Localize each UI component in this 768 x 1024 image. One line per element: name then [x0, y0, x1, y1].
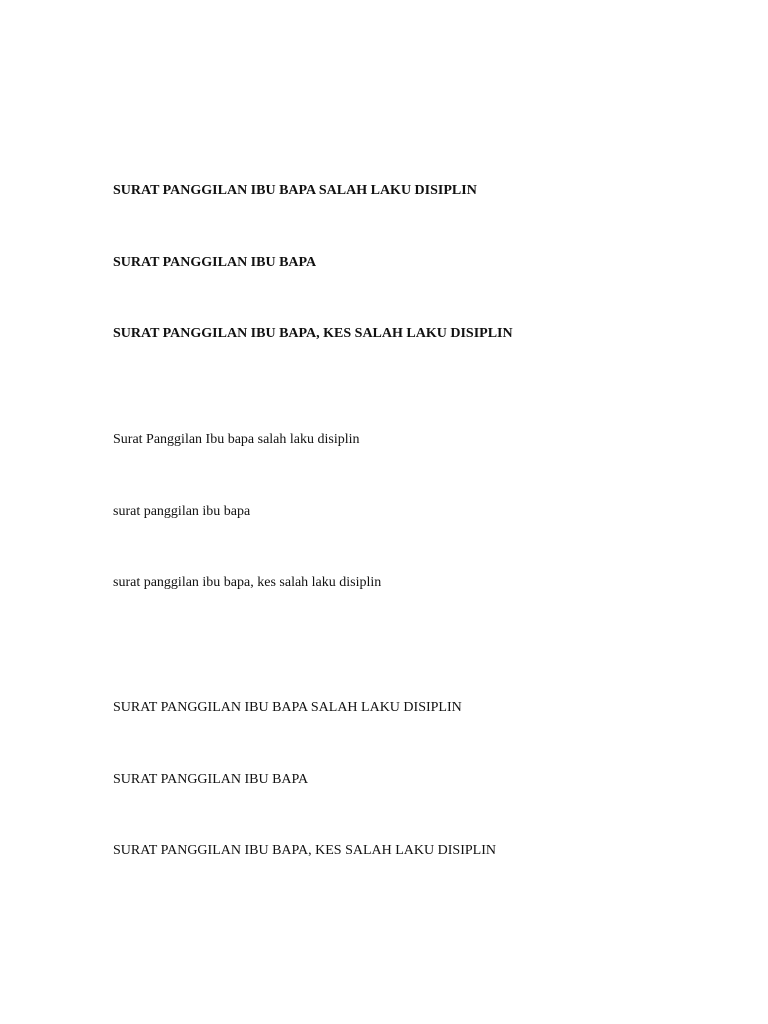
bold-heading-2: SURAT PANGGILAN IBU BAPA	[113, 255, 317, 270]
upper-line-1: SURAT PANGGILAN IBU BAPA SALAH LAKU DISIPLIN	[113, 700, 462, 715]
bold-heading-3: SURAT PANGGILAN IBU BAPA, KES SALAH LAKU DISIPLIN	[113, 326, 513, 341]
upper-line-2: SURAT PANGGILAN IBU BAPA	[113, 772, 309, 787]
upper-line-3: SURAT PANGGILAN IBU BAPA, KES SALAH LAKU DISIPLIN	[113, 843, 496, 858]
bold-heading-1: SURAT PANGGILAN IBU BAPA SALAH LAKU DISIPLIN	[113, 183, 477, 198]
sentence-line-2: surat panggilan ibu bapa	[113, 504, 251, 519]
sentence-line-1: Surat Panggilan Ibu bapa salah laku disiplin	[113, 432, 360, 447]
sentence-line-3: surat panggilan ibu bapa, kes salah laku disiplin	[113, 575, 382, 590]
